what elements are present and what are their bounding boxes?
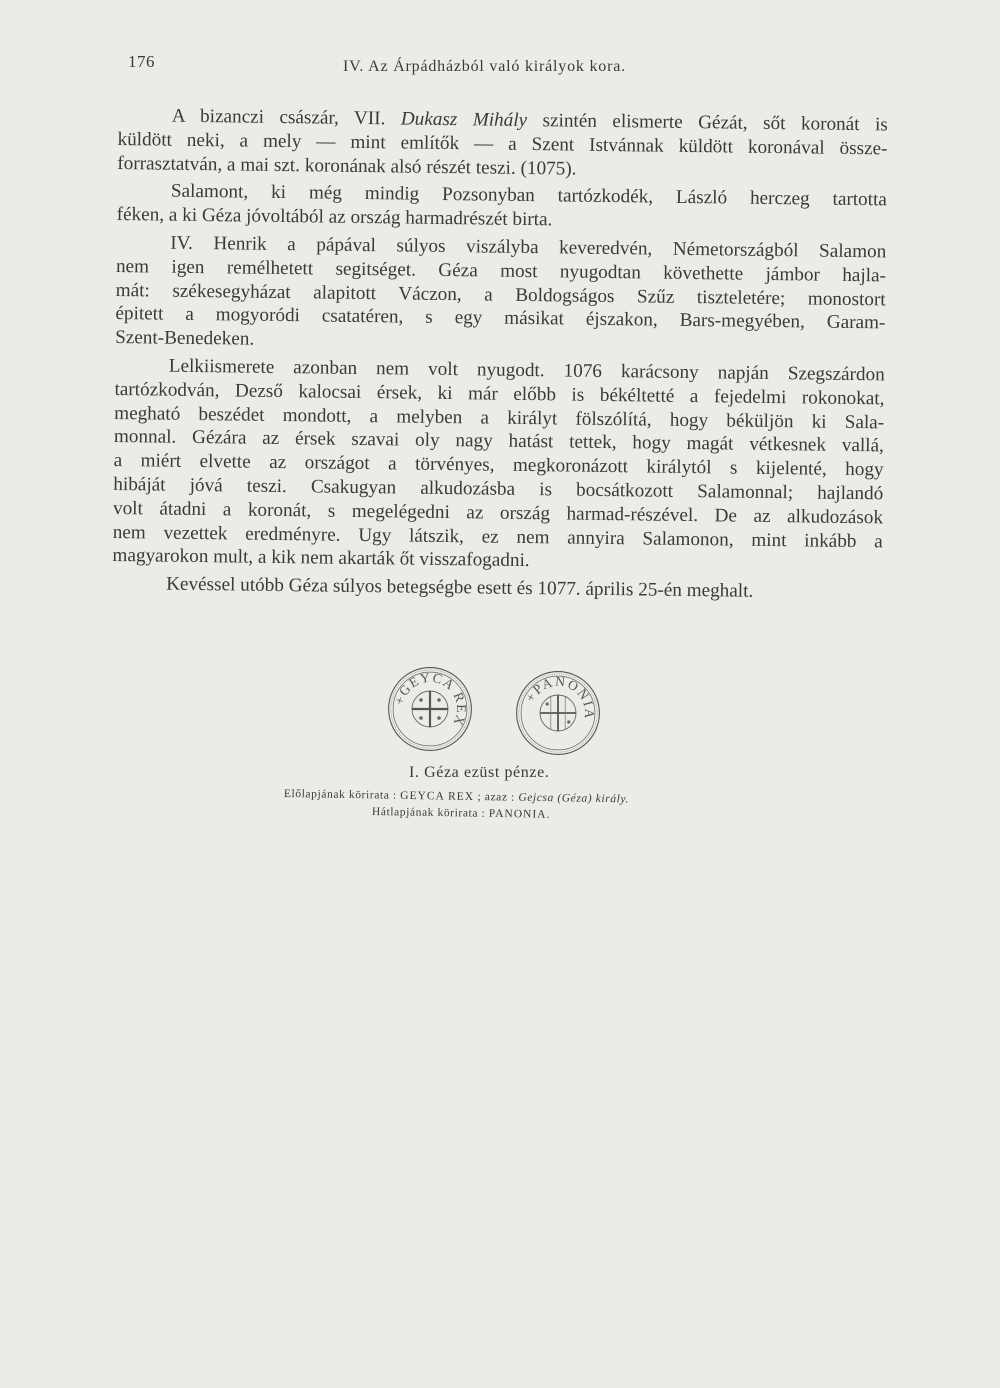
coin-illustrations [380,662,610,752]
body-text [112,104,888,605]
text-line: forrasztatván, a mai szt. koronának alsó részét teszi. (1075). [117,152,577,180]
text-line: Salamont, ki még mindig Pozsonyban tartózkodék, László herczeg tartotta [170,181,888,211]
caption-legend: GEYCA REX [400,789,475,803]
text-line: a miért elvette az országot a törvényes, megkoronázott királytól s kijelenté, hogy [113,450,884,481]
text-line: épitett a mogyoródi csatatéren, s egy másikat éjszakon, Bars-megyében, Garam- [115,303,886,334]
text-line: volt átadni a koronát, s megelégedni az ország harmad-részével. De az alkudozások [112,497,884,529]
text-line: megható beszédet mondott, a melyben a királyt fölszólítá, hogy béküljön ki Sala- [114,402,885,433]
text-line: Lelkiismerete azonban nem volt nyugodt. 1076 karácsony napján Szegszárdon [168,355,885,386]
text-line: féken, a ki Géza jóvoltából az ország harmadrészét birta. [116,204,553,231]
obverse-legend: +GEYCA REX [391,669,470,729]
text-line: magyarokon mult, a kik nem akarták őt visszafogadni. [112,545,530,572]
caption-text: ; azaz : [473,790,519,804]
coin-reverse-image [512,668,604,758]
caption-reverse-inscription [372,806,551,821]
running-head: IV. Az Árpádházból való királyok kora. [343,58,626,75]
caption-legend: PANONIA. [488,807,551,821]
text-line: monnal. Gézára az érsek szavai oly nagy hatást tettek, hogy magát vétkesnek vallá, [113,426,885,457]
caption-text: Hátlapjának körirata : [371,806,489,820]
text-line: hibáját jóvá teszi. Csakugyan alkudozásba is bocsátkozott Salamonnal; hajlandó [113,473,884,505]
caption-obverse-inscription [284,788,629,805]
text-segment: szintén elismerte Gézát, sőt koronát is [527,110,888,136]
coin-obverse-drawing [384,664,476,754]
text-line: Szent-Benedeken. [115,327,255,350]
coin-reverse-drawing [512,668,604,758]
page-number: 176 [128,52,155,71]
page-header [0,52,1000,82]
text-line: nem igen remélhetett segitséget. Géza most nyugodtan követhette jámbor hajla- [115,255,887,287]
text-line: IV. Henrik a pápával súlyos viszályba keveredvén, Németországból Salamon [170,232,887,263]
coin-obverse-image [384,664,476,754]
italic-name: Dukasz Mihály [400,108,528,131]
text-line: küldött neki, a mely — mint említők — a Szent Istvánnak küldött koronával össze- [117,128,888,160]
text-segment: A bizanczi császár, VII. [171,105,401,130]
caption-text: Előlapjának körirata : [283,788,401,802]
reverse-legend: +PANONIA [522,673,598,721]
text-line: nem vezettek eredményre. Ugy látszik, ez nem annyira Salamonon, mint inkább a [112,521,883,552]
caption-title: I. Géza ezüst pénze. [409,764,550,781]
text-line: Kevéssel utóbb Géza súlyos betegségbe esett és 1077. április 25-én meghalt. [166,573,754,602]
text-line: mát: székesegyházat alapitott Váczon, a Boldogságos Szűz tiszteletére; monostort [115,279,886,310]
caption-translation: Gejcsa (Géza) király. [518,791,630,806]
text-line: tartózkodván, Dezső kalocsai érsek, ki már előbb is békéltetté a fejedelmi rokonokat, [114,378,885,410]
